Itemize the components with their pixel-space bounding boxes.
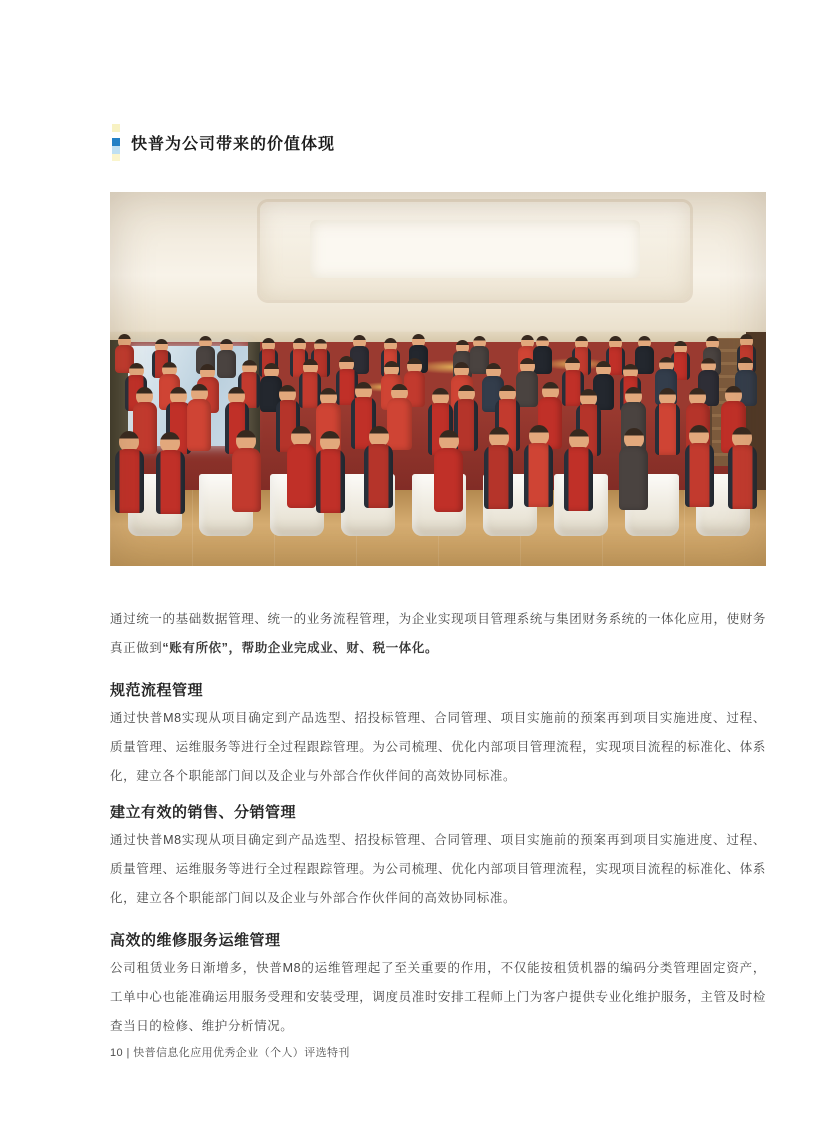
- section-heading-sales: 建立有效的销售、分销管理: [110, 804, 297, 821]
- title-bullet-icon: [112, 124, 120, 161]
- intro-paragraph: [110, 605, 766, 663]
- section-heading-process: 规范流程管理: [110, 682, 204, 699]
- intro-text: 通过统一的基础数据管理、统一的业务流程管理，为企业实现项目管理系统与集团财务系统的一体化应用，使财务真正做到: [110, 612, 766, 655]
- group-photo: [110, 192, 766, 566]
- photo-vignette: [110, 192, 766, 566]
- page-title-row: [110, 124, 335, 161]
- page-number-footer: 10 | 快普信息化应用优秀企业（个人）评选特刊: [110, 1047, 350, 1059]
- intro-text-bold: “账有所依”，帮助企业完成业、财、税一体化。: [162, 641, 439, 655]
- section-paragraph: 通过快普M8实现从项目确定到产品选型、招投标管理、合同管理、项目实施前的预案再到项目实施进度、过程、质量管理、运维服务等进行全过程跟踪管理。为公司梳理、优化内部项目管理流程，实现项目流程的标准化、体系化，建立各个职能部门间以及企业与外部合作伙伴间的高效协同标准。: [110, 833, 766, 905]
- section-paragraph: 通过快普M8实现从项目确定到产品选型、招投标管理、合同管理、项目实施前的预案再到项目实施进度、过程、质量管理、运维服务等进行全过程跟踪管理。为公司梳理、优化内部项目管理流程，实现项目流程的标准化、体系化，建立各个职能部门间以及企业与外部合作伙伴间的高效协同标准。: [110, 711, 766, 783]
- section-paragraph: 公司租赁业务日渐增多，快普M8的运维管理起了至关重要的作用，不仅能按租赁机器的编码分类管理固定资产，工单中心也能准确运用服务受理和安装受理，调度员准时安排工程师上门为客户提供专业化维护服务，主管及时检查当日的检修、维护分析情况。: [110, 961, 766, 1033]
- page-title: 快普为公司带来的价值体现: [131, 136, 336, 153]
- section-heading-maintenance: 高效的维修服务运维管理: [110, 932, 281, 949]
